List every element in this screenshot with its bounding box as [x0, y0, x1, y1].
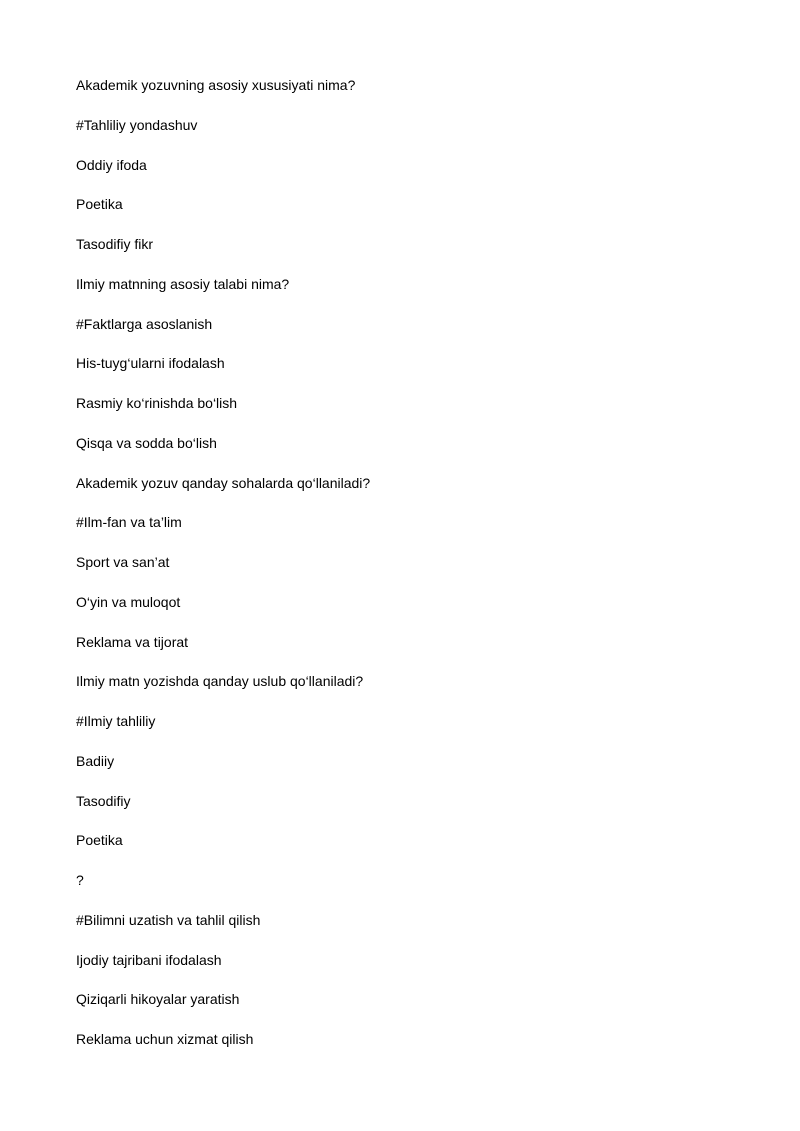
- question-text: Akademik yozuvning asosiy xususiyati nima?: [76, 77, 356, 93]
- answer-option: Reklama va tijorat: [76, 633, 189, 650]
- question-text: Ilmiy matn yozishda qanday uslub qo‘llaniladi?: [76, 673, 364, 690]
- answer-option: Poetika: [76, 196, 123, 213]
- answer-option: Qiziqarli hikoyalar yaratish: [76, 991, 240, 1008]
- answer-option: Qisqa va sodda bo‘lish: [76, 434, 217, 451]
- answer-option: Sport va san’at: [76, 554, 170, 570]
- correct-answer: #Ilm-fan va ta’lim: [76, 514, 182, 531]
- question-list: [76, 74, 736, 1068]
- answer-option: Badiiy: [76, 752, 115, 769]
- answer-option: Tasodifiy: [76, 792, 131, 809]
- answer-option: Rasmiy ko‘rinishda bo‘lish: [76, 395, 238, 411]
- correct-answer: #Ilmiy tahliliy: [76, 713, 156, 729]
- correct-answer: #Bilimni uzatish va tahlil qilish: [76, 911, 261, 928]
- answer-option: Ijodiy tajribani ifodalash: [76, 951, 222, 968]
- answer-option: Reklama uchun xizmat qilish: [76, 1031, 254, 1047]
- question-text: Ilmiy matnning asosiy talabi nima?: [76, 275, 290, 292]
- question-text: ?: [76, 872, 84, 888]
- answer-option: Poetika: [76, 832, 123, 849]
- answer-option: Tasodifiy fikr: [76, 236, 154, 252]
- answer-option: Oddiy ifoda: [76, 156, 147, 173]
- question-text: Akademik yozuv qanday sohalarda qo‘llaniladi?: [76, 474, 371, 491]
- correct-answer: #Faktlarga asoslanish: [76, 315, 213, 332]
- answer-option: His-tuyg‘ularni ifodalash: [76, 355, 225, 372]
- correct-answer: #Tahliliy yondashuv: [76, 116, 198, 133]
- answer-option: O‘yin va muloqot: [76, 593, 181, 610]
